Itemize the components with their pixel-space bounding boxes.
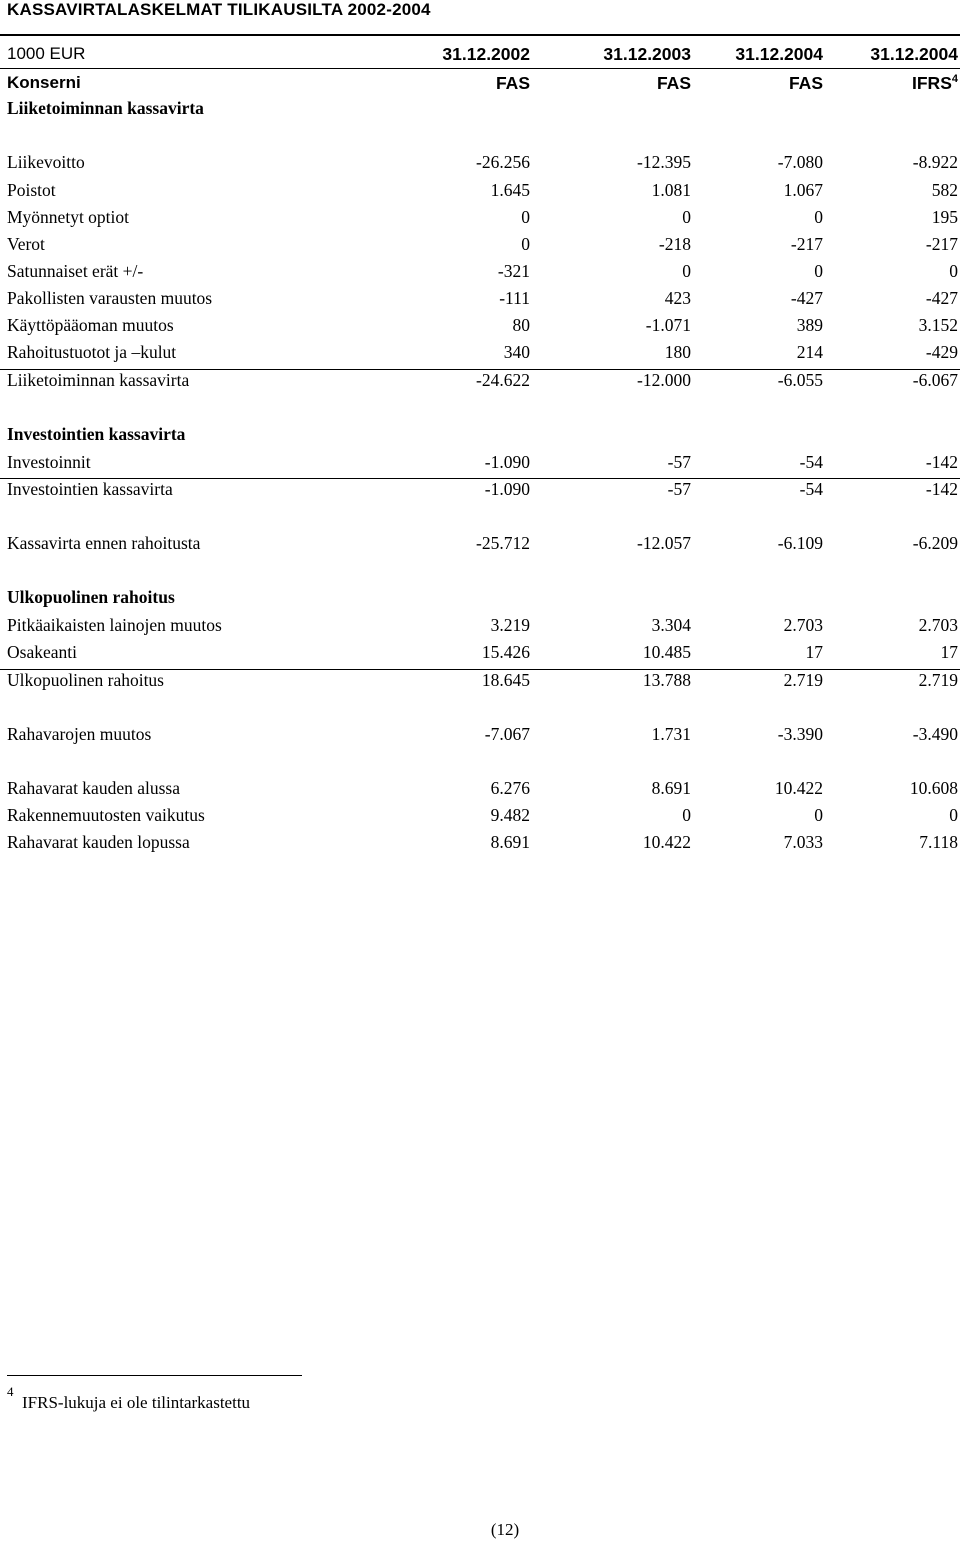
value-cell: 0 <box>814 261 823 281</box>
row-label: Investoinnit <box>7 452 91 472</box>
section-heading: Ulkopuolinen rahoitus <box>7 587 175 607</box>
value-cell: 10.485 <box>642 642 691 662</box>
value-cell: -12.000 <box>637 370 691 390</box>
footnote-mark: 4 <box>7 1384 14 1399</box>
value-cell: 17 <box>940 642 958 662</box>
row-label: Rahoitustuotot ja –kulut <box>7 342 177 362</box>
value-cell: 2.719 <box>918 670 958 690</box>
row-label: Osakeanti <box>7 642 77 662</box>
value-cell: 0 <box>682 805 691 825</box>
value-cell: 7.033 <box>783 832 823 852</box>
value-cell: 8.691 <box>651 778 691 798</box>
value-cell: -427 <box>925 288 958 308</box>
value-cell: -12.395 <box>637 152 691 172</box>
row-label: Pitkäaikaisten lainojen muutos <box>7 615 222 635</box>
row-label: Myönnetyt optiot <box>7 207 130 227</box>
value-cell: -3.390 <box>777 724 823 744</box>
value-cell: 1.067 <box>783 180 823 200</box>
date-col-4: 31.12.2004 <box>870 44 958 64</box>
header-divider <box>0 68 960 69</box>
value-cell: 2.719 <box>783 670 823 690</box>
value-cell: -57 <box>667 452 691 472</box>
value-cell: 18.645 <box>481 670 530 690</box>
row-label: Pakollisten varausten muutos <box>7 288 213 308</box>
value-cell: -1.090 <box>484 479 530 499</box>
value-cell: -6.109 <box>777 533 823 553</box>
section-heading: Investointien kassavirta <box>7 424 186 444</box>
section-heading: Liiketoiminnan kassavirta <box>7 98 204 118</box>
value-cell: -6.055 <box>777 370 823 390</box>
value-cell: -1.090 <box>484 452 530 472</box>
standard-col-1: FAS <box>495 73 530 93</box>
value-cell: 6.276 <box>490 778 530 798</box>
value-cell: 15.426 <box>481 642 530 662</box>
standard-col-2: FAS <box>656 73 691 93</box>
value-cell: -111 <box>499 288 530 308</box>
date-col-2: 31.12.2003 <box>603 44 691 64</box>
value-cell: -142 <box>925 479 958 499</box>
group-label: Konserni <box>7 73 81 92</box>
value-cell: -6.067 <box>912 370 958 390</box>
value-cell: 214 <box>796 342 823 362</box>
standard-ifrs: IFRS <box>912 73 952 93</box>
value-cell: -321 <box>497 261 530 281</box>
value-cell: 1.081 <box>651 180 691 200</box>
value-cell: 3.219 <box>490 615 530 635</box>
value-cell: -217 <box>790 234 823 254</box>
value-cell: 0 <box>814 805 823 825</box>
row-label: Kassavirta ennen rahoitusta <box>7 533 201 553</box>
value-cell: 0 <box>814 207 823 227</box>
footnote-divider <box>7 1375 302 1376</box>
value-cell: -6.209 <box>912 533 958 553</box>
unit-label: 1000 EUR <box>7 44 86 63</box>
value-cell: 0 <box>521 234 530 254</box>
ifrs-footnote-mark: 4 <box>951 73 958 86</box>
row-label: Rakennemuutosten vaikutus <box>7 805 205 825</box>
row-label: Verot <box>7 234 45 254</box>
value-cell: 2.703 <box>918 615 958 635</box>
row-label: Ulkopuolinen rahoitus <box>7 670 164 690</box>
date-col-1: 31.12.2002 <box>442 44 530 64</box>
value-cell: -54 <box>799 479 823 499</box>
title-divider <box>0 34 960 36</box>
row-label: Käyttöpääoman muutos <box>7 315 174 335</box>
value-cell: -218 <box>658 234 691 254</box>
value-cell: 0 <box>682 207 691 227</box>
value-cell: 0 <box>949 261 958 281</box>
standard-col-4 <box>818 73 958 94</box>
value-cell: 0 <box>949 805 958 825</box>
page-title: KASSAVIRTALASKELMAT TILIKAUSILTA 2002-2004 <box>7 0 431 19</box>
value-cell: -57 <box>667 479 691 499</box>
value-cell: -1.071 <box>645 315 691 335</box>
value-cell: -217 <box>925 234 958 254</box>
value-cell: -26.256 <box>476 152 530 172</box>
value-cell: 582 <box>931 180 958 200</box>
value-cell: 423 <box>664 288 691 308</box>
standard-col-3: FAS <box>788 73 823 93</box>
row-label: Rahavarat kauden alussa <box>7 778 180 798</box>
value-cell: 0 <box>521 207 530 227</box>
value-cell: -7.080 <box>777 152 823 172</box>
value-cell: 10.422 <box>774 778 823 798</box>
value-cell: -54 <box>799 452 823 472</box>
value-cell: 17 <box>805 642 823 662</box>
value-cell: 9.482 <box>490 805 530 825</box>
row-label: Rahavarat kauden lopussa <box>7 832 190 852</box>
value-cell: 8.691 <box>490 832 530 852</box>
value-cell: -12.057 <box>637 533 691 553</box>
value-cell: 195 <box>931 207 958 227</box>
date-col-3: 31.12.2004 <box>735 44 823 64</box>
value-cell: 13.788 <box>642 670 691 690</box>
value-cell: 3.304 <box>651 615 691 635</box>
footnote-text: IFRS-lukuja ei ole tilintarkastettu <box>22 1393 251 1412</box>
value-cell: -24.622 <box>476 370 530 390</box>
value-cell: 10.608 <box>909 778 958 798</box>
row-label: Poistot <box>7 180 56 200</box>
value-cell: -25.712 <box>476 533 530 553</box>
value-cell: -427 <box>790 288 823 308</box>
value-cell: 2.703 <box>783 615 823 635</box>
value-cell: 3.152 <box>918 315 958 335</box>
row-label: Investointien kassavirta <box>7 479 173 499</box>
value-cell: 389 <box>796 315 823 335</box>
page-number: (12) <box>490 1520 520 1539</box>
value-cell: 1.645 <box>490 180 530 200</box>
value-cell: -429 <box>925 342 958 362</box>
value-cell: 340 <box>503 342 530 362</box>
value-cell: -8.922 <box>912 152 958 172</box>
value-cell: -3.490 <box>912 724 958 744</box>
value-cell: 180 <box>664 342 691 362</box>
row-label: Liikevoitto <box>7 152 85 172</box>
value-cell: 0 <box>682 261 691 281</box>
value-cell: 7.118 <box>919 832 958 852</box>
row-label: Liiketoiminnan kassavirta <box>7 370 190 390</box>
value-cell: 80 <box>512 315 530 335</box>
value-cell: -7.067 <box>484 724 530 744</box>
value-cell: -142 <box>925 452 958 472</box>
row-label: Satunnaiset erät +/- <box>7 261 144 281</box>
value-cell: 1.731 <box>651 724 691 744</box>
value-cell: 10.422 <box>642 832 691 852</box>
row-label: Rahavarojen muutos <box>7 724 152 744</box>
